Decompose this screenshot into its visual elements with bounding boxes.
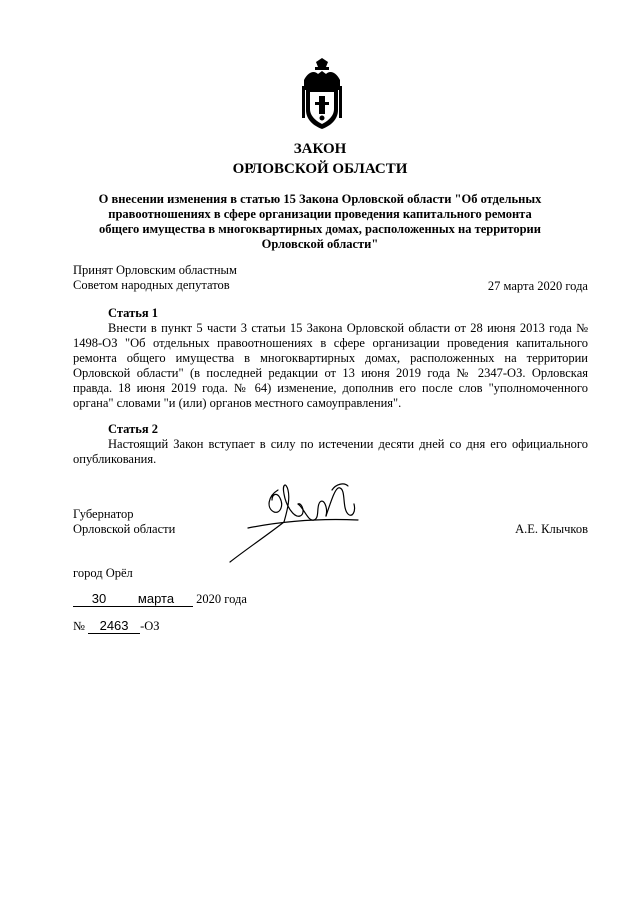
adoption-body bbox=[73, 263, 333, 293]
handwritten-signature-icon bbox=[228, 478, 368, 564]
adoption-line-1: Принят Орловским областным bbox=[73, 263, 237, 277]
law-subject: О внесении изменения в статью 15 Закона Орловской области "Об отдельных правоотношениях в сфере организации проведения капитального ремонта общего имущества в многоквартирных домах, расположенных на территории Орловской области" bbox=[98, 192, 542, 251]
city-line: город Орёл bbox=[73, 566, 133, 580]
coat-of-arms-icon bbox=[300, 58, 344, 132]
article-2-heading: Статья 2 bbox=[108, 422, 158, 436]
document-type-title: ЗАКОН bbox=[293, 141, 347, 157]
article-1-heading: Статья 1 bbox=[108, 306, 158, 320]
law-number-suffix: -ОЗ bbox=[140, 619, 160, 633]
signing-year: 2020 года bbox=[196, 592, 247, 606]
signing-date bbox=[73, 592, 247, 607]
law-number bbox=[73, 619, 160, 634]
adoption-line-2: Советом народных депутатов bbox=[73, 278, 230, 292]
signing-month: марта bbox=[119, 592, 193, 607]
signing-day: 30 bbox=[73, 592, 119, 607]
law-number-prefix: № bbox=[73, 619, 85, 633]
law-number-value: 2463 bbox=[88, 619, 140, 634]
signatory-title-line-2: Орловской области bbox=[73, 522, 176, 536]
region-title: ОРЛОВСКОЙ ОБЛАСТИ bbox=[232, 161, 408, 177]
signatory-title-line-1: Губернатор bbox=[73, 507, 134, 521]
article-1-text: Внести в пункт 5 части 3 статьи 15 Закона Орловской области от 28 июня 2013 года № 1498-ОЗ "Об отдельных правоотношениях в сфере организации проведения капитального ремонта общего имущества в многоквартирных домах, расположенных на территории Орловской области" (в последней редакции от 13 июня 2019 года № 2347-ОЗ. Орловская правда. 18 июня 2019 года. № 64) изменение, дополнив его после слов "уполномоченного органа" словами "и (или) органов местного самоуправления". bbox=[73, 321, 588, 410]
signatory-name: А.Е. Клычков bbox=[515, 522, 588, 536]
article-2-text: Настоящий Закон вступает в силу по истечении десяти дней со дня его официального опубликования. bbox=[73, 437, 588, 466]
adoption-date: 27 марта 2020 года bbox=[487, 279, 588, 293]
